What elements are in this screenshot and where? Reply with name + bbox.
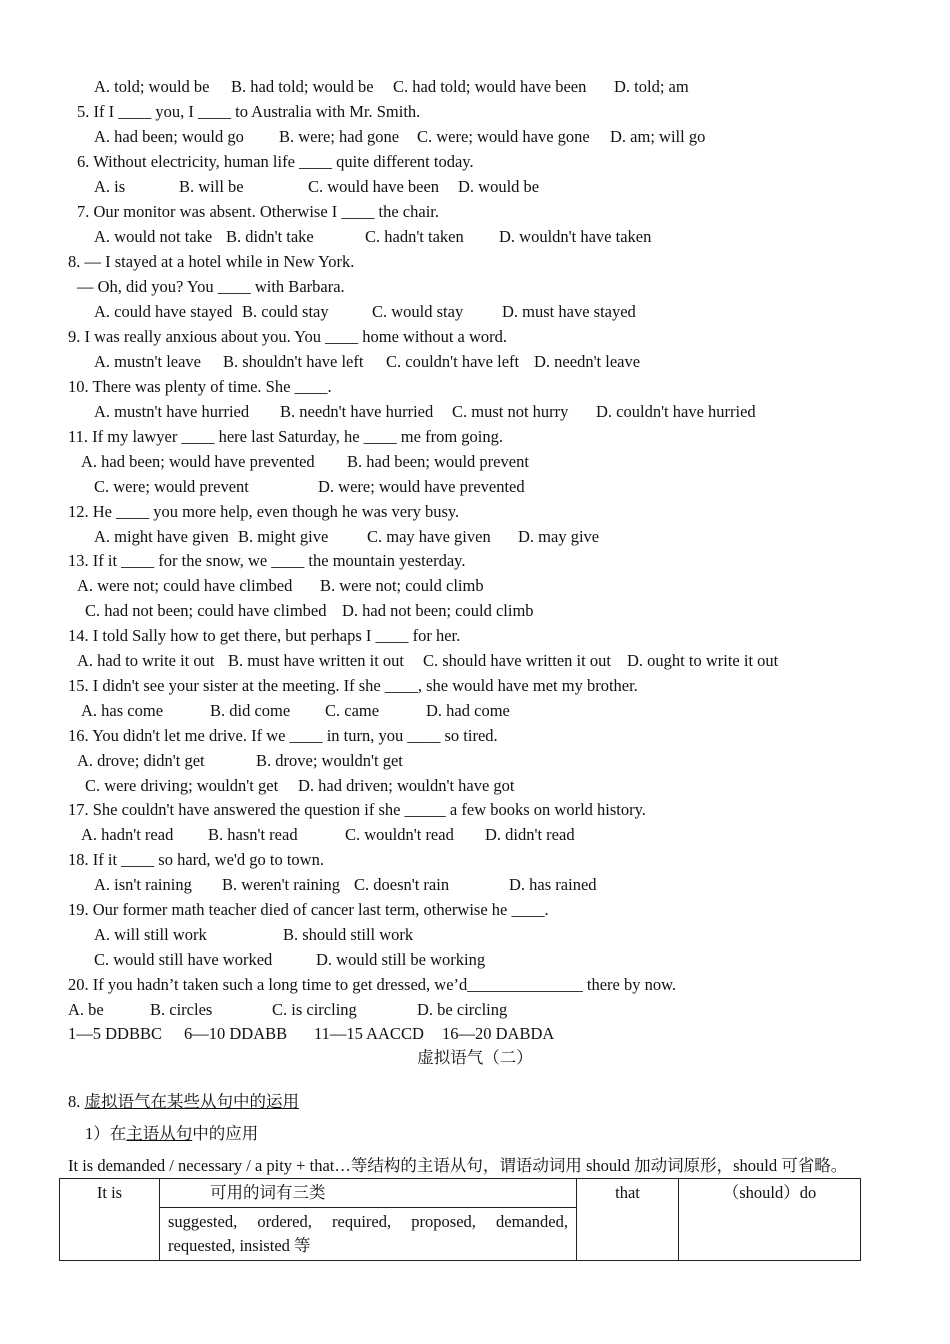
question-stem: 11. If my lawyer ____ here last Saturday, he ____ me from going. xyxy=(68,427,504,446)
question-stem: 7. Our monitor was absent. Otherwise I ____ the chair. xyxy=(77,202,440,221)
question-stem: 14. I told Sally how to get there, but perhaps I ____ for her. xyxy=(68,626,461,645)
question-stem: 15. I didn't see your sister at the meeting. If she ____, she would have met my brother. xyxy=(68,676,638,695)
question-stem: 17. She couldn't have answered the question if she _____ a few books on world history. xyxy=(68,800,646,819)
option-c: C. couldn't have left xyxy=(386,352,520,371)
option-c: C. were; would prevent xyxy=(94,477,249,496)
option-b: B. should still work xyxy=(283,925,414,944)
option-b: B. had been; would prevent xyxy=(347,452,529,471)
option-a: A. isn't raining xyxy=(94,875,192,894)
option-c: C. is circling xyxy=(272,1000,357,1019)
option-c: C. should have written it out xyxy=(423,651,611,670)
option-a: A. might have given xyxy=(94,527,229,546)
sub-prefix: 1）在 xyxy=(85,1124,127,1143)
option-b: B. hasn't read xyxy=(208,825,298,844)
heading-number: 8. xyxy=(68,1092,85,1111)
sub-underlined: 主语从句 xyxy=(126,1124,193,1143)
option-c: C. had not been; could have climbed xyxy=(85,601,327,620)
option-d: D. wouldn't have taken xyxy=(499,227,652,246)
should-do-cell: （should）do xyxy=(679,1179,861,1261)
question-stem: 10. There was plenty of time. She ____. xyxy=(68,377,332,396)
question-stem: 9. I was really anxious about you. You ____ home without a word. xyxy=(68,327,508,346)
section-heading xyxy=(68,1092,299,1112)
answer-group: 16—20 DABDA xyxy=(442,1024,555,1043)
option-b: B. needn't have hurried xyxy=(280,402,434,421)
option-d: D. told; am xyxy=(614,77,689,96)
question-stem: 18. If it ____ so hard, we'd go to town. xyxy=(68,850,324,869)
word-list-cell: suggested, ordered, required, proposed, demanded, requested, insisted 等 xyxy=(160,1208,577,1261)
option-d: D. be circling xyxy=(417,1000,508,1019)
option-d: D. am; will go xyxy=(610,127,706,146)
option-c: C. were driving; wouldn't get xyxy=(85,776,279,795)
option-d: D. couldn't have hurried xyxy=(596,402,756,421)
option-b: B. didn't take xyxy=(226,227,314,246)
option-c: C. would have been xyxy=(308,177,440,196)
question-stem: 6. Without electricity, human life ____ quite different today. xyxy=(77,152,474,171)
option-d: D. had come xyxy=(426,701,510,720)
option-b: B. did come xyxy=(210,701,291,720)
option-d: D. ought to write it out xyxy=(627,651,779,670)
option-a: A. told; would be xyxy=(94,77,210,96)
question-reply: — Oh, did you? You ____ with Barbara. xyxy=(77,277,345,296)
answer-group: 1—5 DDBBC xyxy=(68,1024,162,1043)
option-d: D. has rained xyxy=(509,875,597,894)
option-b: B. drove; wouldn't get xyxy=(256,751,403,770)
option-b: B. circles xyxy=(150,1000,213,1019)
that-cell: that xyxy=(577,1179,679,1261)
option-c: C. must not hurry xyxy=(452,402,569,421)
option-a: A. is xyxy=(94,177,126,196)
option-b: B. shouldn't have left xyxy=(223,352,364,371)
option-a: A. had been; would go xyxy=(94,127,244,146)
subsection-heading xyxy=(85,1124,258,1144)
word-type-header: 可用的词有三类 xyxy=(160,1179,577,1208)
option-a: A. had been; would have prevented xyxy=(81,452,315,471)
option-d: D. would still be working xyxy=(316,950,486,969)
option-b: B. will be xyxy=(179,177,244,196)
option-d: D. must have stayed xyxy=(502,302,636,321)
option-c: C. wouldn't read xyxy=(345,825,454,844)
option-d: D. were; would have prevented xyxy=(318,477,525,496)
option-c: C. had told; would have been xyxy=(393,77,587,96)
option-a: A. mustn't have hurried xyxy=(94,402,250,421)
option-b: B. were; had gone xyxy=(279,127,400,146)
question-stem: 19. Our former math teacher died of cancer last term, otherwise he ____. xyxy=(68,900,549,919)
question-stem: 20. If you hadn’t taken such a long time to get dressed, we’d______________ there by now. xyxy=(68,975,677,994)
question-stem: 12. He ____ you more help, even though he was very busy. xyxy=(68,502,460,521)
option-a: A. had to write it out xyxy=(77,651,215,670)
it-is-cell: It is xyxy=(60,1179,160,1261)
option-b: B. must have written it out xyxy=(228,651,404,670)
option-d: D. had not been; could climb xyxy=(342,601,534,620)
answer-group: 11—15 AACCD xyxy=(314,1024,424,1043)
question-stem: 8. — I stayed at a hotel while in New York. xyxy=(68,252,355,271)
option-b: B. had told; would be xyxy=(231,77,374,96)
option-a: A. drove; didn't get xyxy=(77,751,205,770)
option-c: C. were; would have gone xyxy=(417,127,590,146)
option-d: D. may give xyxy=(518,527,600,546)
option-b: B. weren't raining xyxy=(222,875,340,894)
option-c: C. hadn't taken xyxy=(365,227,464,246)
answer-group: 6—10 DDABB xyxy=(184,1024,288,1043)
option-d: D. didn't read xyxy=(485,825,575,844)
option-c: C. would still have worked xyxy=(94,950,273,969)
option-a: A. mustn't leave xyxy=(94,352,201,371)
option-b: B. could stay xyxy=(242,302,329,321)
section-title: 虚拟语气（二） xyxy=(417,1048,533,1067)
question-stem: 16. You didn't let me drive. If we ____ in turn, you ____ so tired. xyxy=(68,726,498,745)
option-d: D. had driven; wouldn't have got xyxy=(298,776,515,795)
structure-table xyxy=(59,1178,861,1261)
option-d: D. needn't leave xyxy=(534,352,641,371)
option-a: A. hadn't read xyxy=(81,825,174,844)
option-a: A. will still work xyxy=(94,925,207,944)
option-c: C. came xyxy=(325,701,380,720)
option-b: B. were not; could climb xyxy=(320,576,484,595)
option-b: B. might give xyxy=(238,527,329,546)
option-a: A. has come xyxy=(81,701,164,720)
option-d: D. would be xyxy=(458,177,540,196)
option-c: C. doesn't rain xyxy=(354,875,450,894)
rule-text: It is demanded / necessary / a pity + that…等结构的主语从句，谓语动词用 should 加动词原形，should 可省略。 xyxy=(68,1156,848,1175)
option-a: A. be xyxy=(68,1000,104,1019)
heading-text: 虚拟语气在某些从句中的运用 xyxy=(84,1092,299,1111)
question-stem: 13. If it ____ for the snow, we ____ the mountain yesterday. xyxy=(68,551,466,570)
option-a: A. could have stayed xyxy=(94,302,233,321)
option-c: C. would stay xyxy=(372,302,464,321)
question-stem: 5. If I ____ you, I ____ to Australia with Mr. Smith. xyxy=(77,102,421,121)
sub-suffix: 中的应用 xyxy=(192,1124,259,1143)
option-a: A. were not; could have climbed xyxy=(77,576,293,595)
option-a: A. would not take xyxy=(94,227,213,246)
option-c: C. may have given xyxy=(367,527,491,546)
